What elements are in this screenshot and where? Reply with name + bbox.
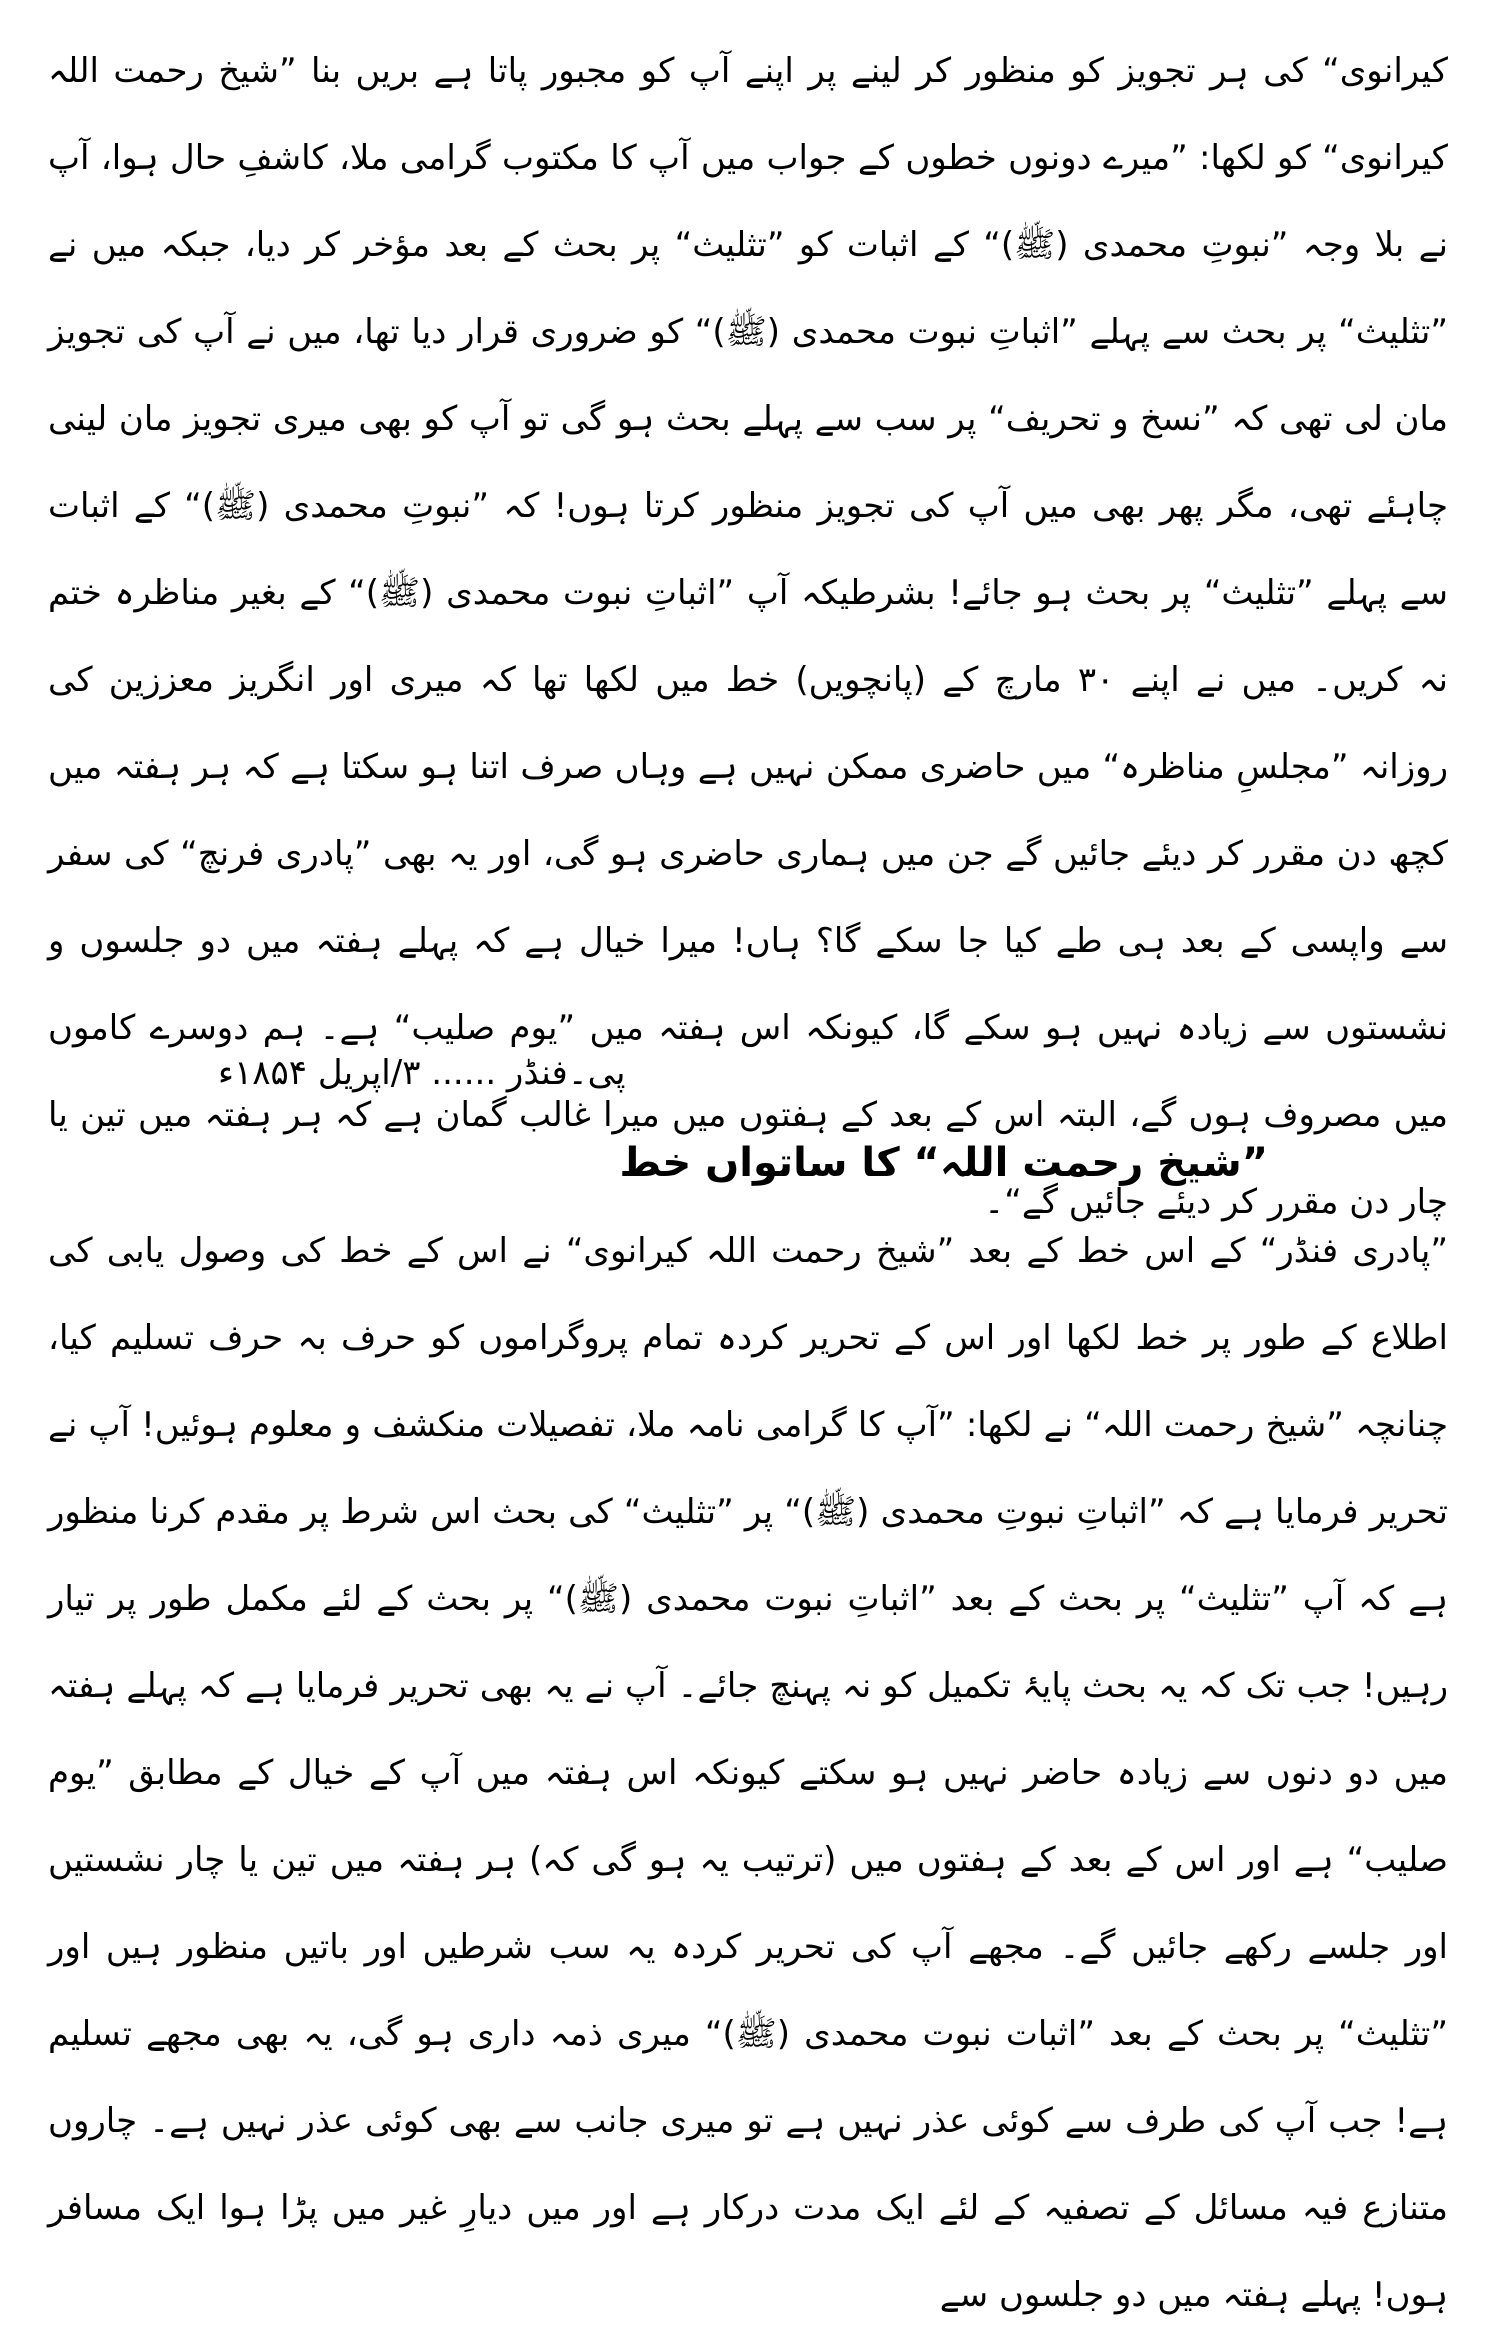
document-page <box>48 28 1449 2315</box>
body-paragraph: ”پادری فنڈر“ کے اس خط کے بعد ”شیخ رحمت اللہ کیرانوی“ نے اس کے خط کی وصول یابی کی اطلاع کے طور پر خط لکھا اور اس کے تحریر کردہ تمام پروگراموں کو حرف بہ حرف تسلیم کیا، چنانچہ ”شیخ رحمت اللہ“ نے لکھا: ”آپ کا گرامی نامہ ملا، تفصیلات منکشف و معلوم ہوئیں! آپ نے تحریر فرمایا ہے کہ ”اثباتِ نبوتِ محمدی (ﷺ)“ پر ”تثلیث“ کی بحث اس شرط پر مقدم کرنا منظور ہے کہ آپ ”تثلیث“ پر بحث کے بعد ”اثباتِ نبوت محمدی (ﷺ)“ پر بحث کے لئے مکمل طور پر تیار رہیں! جب تک کہ یہ بحث پایۂ تکمیل کو نہ پہنچ جائے۔ آپ نے یہ بھی تحریر فرمایا ہے کہ پہلے ہفتہ میں دو دنوں سے زیادہ حاضر نہیں ہو سکتے کیونکہ اس ہفتہ میں آپ کے خیال کے مطابق ”یوم صلیب“ ہے اور اس کے بعد کے ہفتوں میں (ترتیب یہ ہو گی کہ) ہر ہفتہ میں تین یا چار نشستیں اور جلسے رکھے جائیں گے۔ مجھے آپ کی تحریر کردہ یہ سب شرطیں اور باتیں منظور ہیں اور ”تثلیث“ پر بحث کے بعد ”اثبات نبوت محمدی (ﷺ)“ میری ذمہ داری ہو گی، یہ بھی مجھے تسلیم ہے! جب آپ کی طرف سے کوئی عذر نہیں ہے تو میری جانب سے بھی کوئی عذر نہیں ہے۔ چاروں متنازع فیہ مسائل کے تصفیہ کے لئے ایک مدت درکار ہے اور میں دیارِ غیر میں پڑا ہوا ایک مسافر ہوں! پہلے ہفتہ میں دو جلسوں سے <box>48 1231 1448 2315</box>
signature-line: پی۔فنڈر ...... ۳/اپریل ۱۸۵۴ء <box>218 1053 626 1093</box>
section-heading: ”شیخ رحمت اللہ“ کا ساتواں خط <box>619 1140 1268 1186</box>
letter-paragraph: کیرانوی“ کی ہر تجویز کو منظور کر لینے پر اپنے آپ کو مجبور پاتا ہے بریں بنا ”شیخ رحمت اللہ کیرانوی“ کو لکھا: ”میرے دونوں خطوں کے جواب میں آپ کا مکتوب گرامی ملا، کاشفِ حال ہوا، آپ نے بلا وجہ ”نبوتِ محمدی (ﷺ)“ کے اثبات کو ”تثلیث“ پر بحث کے بعد مؤخر کر دیا، جبکہ میں نے ”تثلیث“ پر بحث سے پہلے ”اثباتِ نبوت محمدی (ﷺ)“ کو ضروری قرار دیا تھا، میں نے آپ کی تجویز مان لی تھی کہ ”نسخ و تحریف“ پر سب سے پہلے بحث ہو گی تو آپ کو بھی میری تجویز مان لینی چاہئے تھی، مگر پھر بھی میں آپ کی تجویز منظور کرتا ہوں! کہ ”نبوتِ محمدی (ﷺ)“ کے اثبات سے پہلے ”تثلیث“ پر بحث ہو جائے! بشرطیکہ آپ ”اثباتِ نبوت محمدی (ﷺ)“ کے بغیر مناظرہ ختم نہ کریں۔ میں نے اپنے ۳۰ مارچ کے (پانچویں) خط میں لکھا تھا کہ میری اور انگریز معززین کی روزانہ ”مجلسِ مناظرہ“ میں حاضری ممکن نہیں ہے وہاں صرف اتنا ہو سکتا ہے کہ ہر ہفتہ میں کچھ دن مقرر کر دیئے جائیں گے جن میں ہماری حاضری ہو گی، اور یہ بھی ”پادری فرنچ“ کی سفر سے واپسی کے بعد ہی طے کیا جا سکے گا؟ ہاں! میرا خیال ہے کہ پہلے ہفتہ میں دو جلسوں و نشستوں سے زیادہ نہیں ہو سکے گا، کیونکہ اس ہفتہ میں ”یوم صلیب“ ہے۔ ہم دوسرے کاموں میں مصروف ہوں گے، البتہ اس کے بعد کے ہفتوں میں میرا غالب گمان ہے کہ ہر ہفتہ میں تین یا چار دن مقرر کر دیئے جائیں گے“۔ <box>48 51 1449 1222</box>
